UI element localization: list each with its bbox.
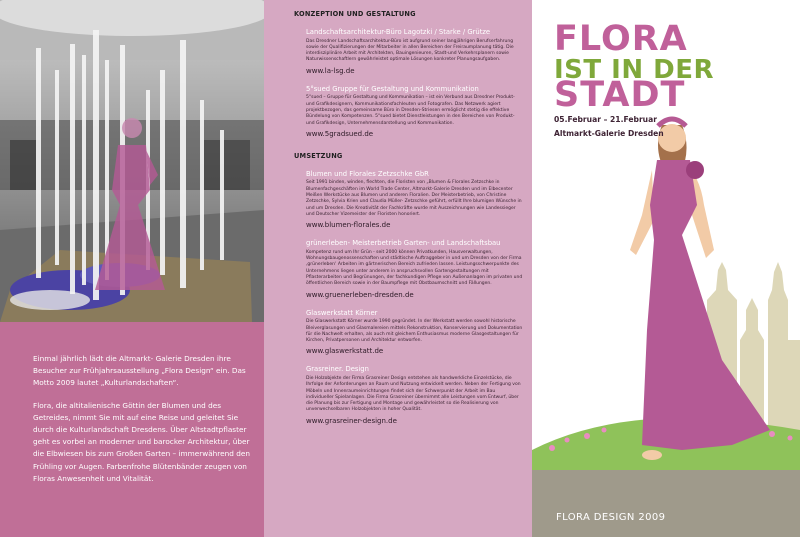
- middle-panel: [264, 0, 532, 537]
- entry-description: Das Dresdner Landschaftsarchitektur-Büro ist aufgrund seiner langjährigen Berufserfahrung sowie der Qualifizierungen der Mitarbeiter in allen Bereichen der Freiraumplanung tätig. Die interdisziplinäre Arbeit mit Architekten, Bauingenieuren, Stadt-und Verkehrsplanern sowie Naturwissenschaftlern gewährleistet optimale Lösungen konkreter Planungsaufgaben.: [306, 38, 514, 63]
- title-ist-in-der: IST IN DER: [554, 55, 715, 85]
- entry-description: 5°sued – Gruppe für Gestaltung und Kommunikation – ist ein Verbund aus Dresdner Produkt- und Grafikdesignern, Kommunikationsfachleuten und Fotografen. Das Netzwerk agiert projektbezogen, das gemeinsame Büro in Dresden-Striesen ermöglicht stetig die effektive Bündelung von Kompetenzen. 5°sued bietet Dienstleistungen in den Bereichen von Produkt- und Grafikdesign, Unternehmensdarstellung und Kommunikation.: [306, 95, 515, 126]
- section-heading-konzeption: KONZEPTION UND GESTALTUNG: [294, 10, 416, 18]
- entry-name: 5°sued Gruppe für Gestaltung und Kommunikation: [306, 84, 479, 93]
- entry-description: Die Holzobjekte der Firma Grasreiner Design entstehen als handwerkliche Einzelstücke, die Ihrfolge der Anforderungen an Raum und Nutzung entwickelt werden. Neben der Fertigung von Möbeln und Innenraumeinrichtungen findet sich der Schwerpunkt der Arbeit im Bau individueller Spielanlagen. Die Firma Grasreiner übernimmt alle Leistungen vom Entwurf, über die Planung bis zur Fertigung und Montage und gewährleistet so die Realisierung von unverwechselbaren Holzobjekten in hoher Qualität.: [306, 375, 521, 413]
- intro-text: [33, 353, 253, 495]
- event-venue: Altmarkt-Galerie Dresden: [554, 129, 664, 138]
- entry-url-link[interactable]: www.glaswerkstatt.de: [306, 347, 384, 356]
- entry-description: Seit 1991 binden, winden, flechten, die Floristen von „Blumen & Florales Zetzschke in Blumenfachgeschäften im World Trade Center, Altmarkt-Galerie Dresden und im Elbecenter Meißen Werkstücke aus Blumen und anderen Floralien. Der Meisterbetrieb, von Christine Zetzschke, Sylvia Krien und Claudia Müller- Zetzschke geführt, erfüllt Ihre blumigen Wünsche in und um Dresden. Die Kreativität der Fachkräfte wurde mit Auszeichnungen wie Landessieger und Deutscher Vizemeister der Floristen honoriert.: [306, 180, 522, 217]
- entry-name: Glaswerkstatt Körner: [306, 308, 378, 317]
- left-panel: [0, 0, 264, 537]
- entry-url-link[interactable]: www.grasreiner-design.de: [306, 416, 397, 425]
- footer-text: FLORA DESIGN 2009: [556, 512, 666, 523]
- entry-name: Blumen und Florales Zetzschke GbR: [306, 169, 429, 178]
- entry-name: grünerleben- Meisterbetrieb Garten- und Landschaftsbau: [306, 239, 501, 248]
- event-dates: 05.Februar – 21.Februar: [554, 115, 657, 124]
- entry-blumen-florales: [306, 170, 524, 229]
- title-flora: FLORA: [554, 19, 688, 59]
- entry-5gradsued: [306, 85, 524, 138]
- entry-description: Die Glaswerkstatt Körner wurde 1990 gegründet. In der Werkstatt werden sowohl historische Bleiverglasungen und Glasmalereien mittels Rekonstruktion, Konservierung und Dokumentation für die Nachwelt erhalten, als auch mit gleichem Enthusiasmus moderne Glasgestaltungen für Kirchen, Privatpersonen und Architektur entworfen.: [306, 319, 523, 344]
- entry-url-link[interactable]: www.gruenerleben-dresden.de: [306, 290, 414, 299]
- intro-paragraph-1: Einmal jährlich lädt die Altmarkt- Galerie Dresden ihre Besucher zur Frühjahrsausstellung „Flora Design“ ein. Das Motto 2009 lautet „Kulturlandschaften“.: [33, 354, 246, 388]
- entry-grasreiner: [306, 365, 524, 424]
- entry-url-link[interactable]: www.blumen-florales.de: [306, 221, 391, 230]
- entry-url-link[interactable]: www.la-lsg.de: [306, 66, 355, 75]
- right-panel: [532, 0, 800, 537]
- entry-description: Kompetenz rund um Ihr Grün - seit 2000 können Privatkunden, Hausverwaltungen, Wohnungsbaugenossenschaften und städtische Auftraggeber in und um Dresden von der Firma ‚grünerleben‘ Arbeiten im gärtnerischen Bereich zufrieden lassen. Leistungsschwerpunkte des Unternehmens liegen unter anderem in anspruchsvollen Gartengestaltungen mit Pflasterarbeiten und Begrünungen, der fachkundigen Pflege von Außenanlagen im privaten und öffentlichen Bereich sowie in der Baumpflege mit Obstbaumschnitt und Fällungen.: [306, 249, 523, 287]
- section-heading-umsetzung: UMSETZUNG: [294, 151, 343, 160]
- exhibition-photo: [0, 0, 264, 322]
- entry-la-lsg: [306, 28, 524, 75]
- entry-url-link[interactable]: www.5gradsued.de: [306, 129, 374, 138]
- flora-figure: [630, 119, 770, 460]
- title-stadt: STADT: [554, 75, 686, 115]
- footer-band: [532, 470, 800, 537]
- entry-name: Landschaftsarchitektur-Büro Lagotzki / Starke / Grütze: [306, 28, 491, 36]
- entry-gruenerleben: [306, 239, 524, 298]
- entry-glaswerkstatt: [306, 309, 524, 356]
- entry-name: Grasreiner. Design: [306, 365, 369, 374]
- intro-paragraph-2: Flora, die altitalienische Göttin der Blumen und des Getreides, nimmt Sie mit auf eine Reise und geleitet Sie durch die Kulturlandschaft Dresdens. Über Altstadtpflaster geht es vorbei an moderner und barocker Architektur, über die Elbwiesen bis zum Großen Garten – immerwährend den Frühling vor Augen. Farbenfrohe Blütenbänder zeugen von Floras Anwesenheit und Vitalität.: [33, 400, 250, 483]
